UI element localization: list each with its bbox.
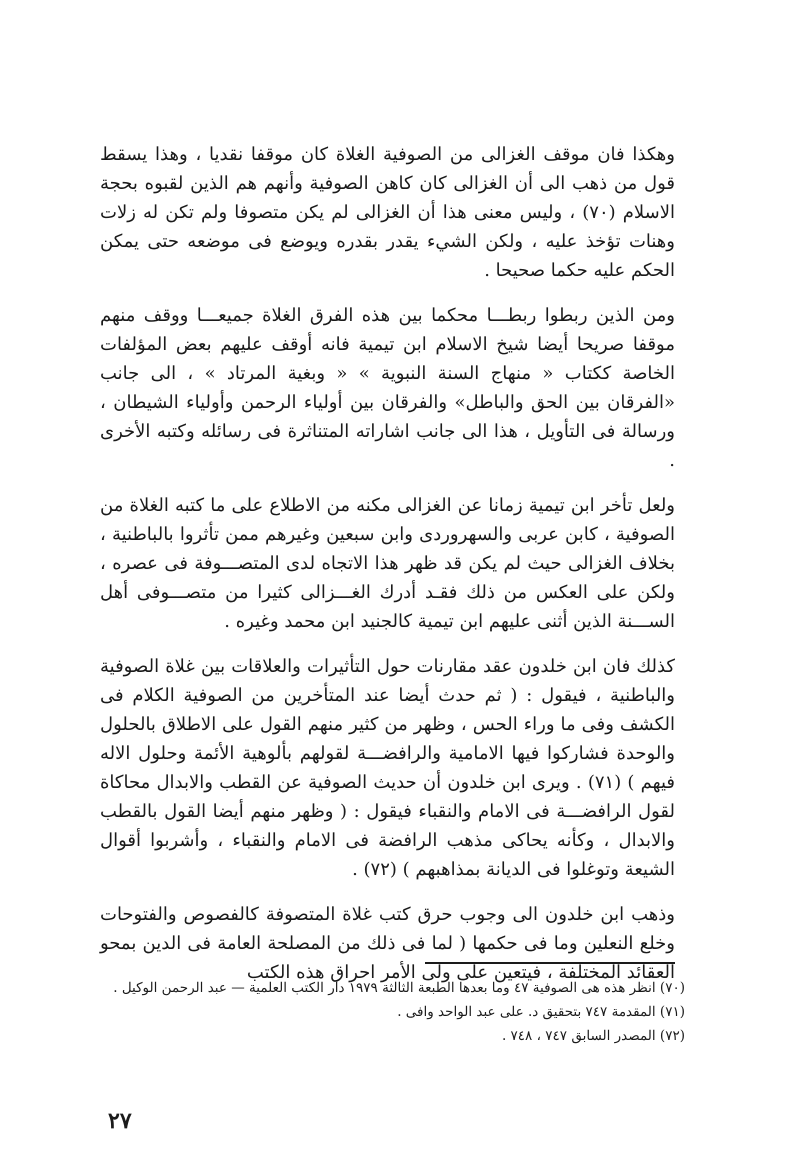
footnotes [100,976,685,1048]
paragraph-1: وهكذا فان موقف الغزالى من الصوفية الغلاة كان موقفا نقديا ، وهذا يسقط قول من ذهب الى أن الغزالى كان كاهن الصوفية وأنهم هم الذين لقبوه بحجة الاسلام (٧٠) ، وليس معنى هذا أن الغزالى لم يكن متصوفا ولم تكن له زلات وهنات تؤخذ عليه ، ولكن الشيء يقدر بقدره ويوضع فى موضعه حتى يمكن الحكم عليه حكما صحيحا . [100,144,675,281]
paragraph-5: وذهب ابن خلدون الى وجوب حرق كتب غلاة المتصوفة كالفصوص والفتوحات وخلع النعلين وما فى حكمها ( لما فى ذلك من المصلحة العامة فى الدين بمحو العقائد المختلفة ، فيتعين على ولى الأمر احراق هذه الكتب [100,904,675,983]
footnote-72: (٧٢) المصدر السابق ٧٤٧ ، ٧٤٨ . [501,1028,685,1044]
footnote-divider [425,962,675,964]
footnote-71: (٧١) المقدمة ٧٤٧ بتحقيق د. على عبد الواحد وافى . [397,1004,685,1020]
paragraph-2: ومن الذين ربطوا ربطـــا محكما بين هذه الفرق الغلاة جميعـــا ووقف منهم موقفا صريحا أيضا شيخ الاسلام ابن تيمية فانه أوقف عليهم بعض المؤلفات الخاصة ككتاب « منهاج السنة النبوية » « وبغية المرتاد » ، الى جانب «الفرقان بين الحق والباطل» والفرقان بين أولياء الرحمن وأولياء الشيطان ، ورسالة فى التأويل ، هذا الى جانب اشاراته المتناثرة فى رسائله وكتبه الأخرى . [100,305,675,471]
page-number: ٢٧ [108,1108,132,1134]
footnote-70: (٧٠) انظر هذه هى الصوفية ٤٧ وما بعدها الطبعة الثالثة ١٩٧٩ دار الكتب العلمية — عبد الرحمن الوكيل . [113,980,685,996]
paragraph-4: كذلك فان ابن خلدون عقد مقارنات حول التأثيرات والعلاقات بين غلاة الصوفية والباطنية ، فيقول : ( ثم حدث أيضا عند المتأخرين من الصوفية الكلام فى الكشف وفى ما وراء الحس ، وظهر من كثير منهم القول على الاطلاق بالحلول والوحدة فشاركوا فيها الامامية والرافضـــة لقولهم بألوهية الأئمة وحلول الاله فيهم ) (٧١) . ويرى ابن خلدون أن حديث الصوفية عن القطب والابدال محاكاة لقول الرافضـــة فى الامام والنقباء فيقول : ( وظهر منهم أيضا القول بالقطب والابدال ، وكأنه يحاكى مذهب الرافضة فى الامام والنقباء ، وأشربوا أقوال الشيعة وتوغلوا فى الديانة بمذاهبهم ) (٧٢) . [100,656,675,880]
main-text [100,140,675,1003]
paragraph-3: ولعل تأخر ابن تيمية زمانا عن الغزالى مكنه من الاطلاع على ما كتبه الغلاة من الصوفية ، كابن عربى والسهروردى وابن سبعين وغيرهم ممن تأثروا بالباطنية ، بخلاف الغزالى حيث لم يكن قد ظهر هذا الاتجاه لدى المتصـــوفة فى عصره ، ولكن على العكس من ذلك فقـد أدرك الغـــزالى كثيرا من متصـــوفى أهل الســـنة الذين أثنى عليهم ابن تيمية كالجنيد ابن محمد وغيره . [100,495,675,632]
